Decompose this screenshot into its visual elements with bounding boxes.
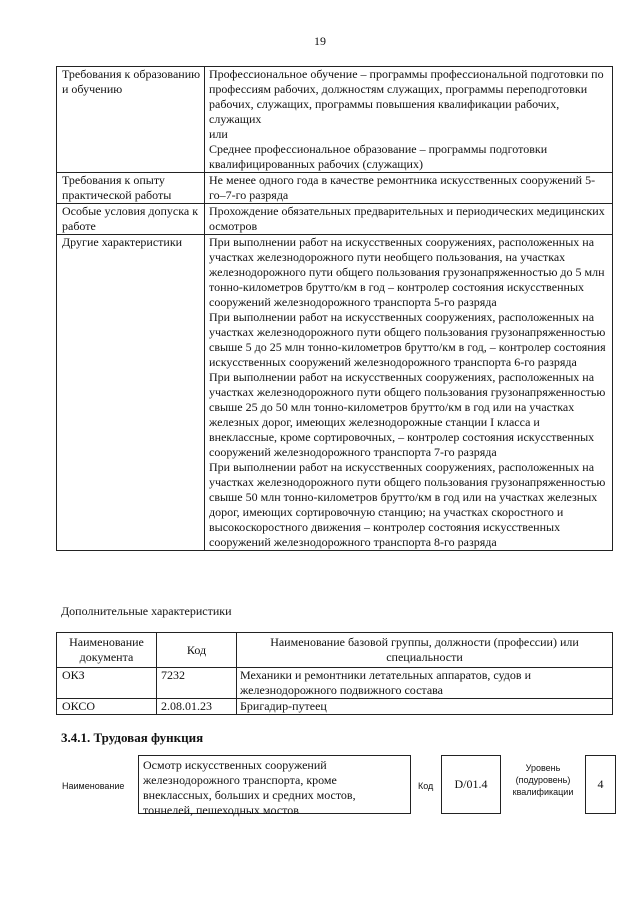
paragraph: Прохождение обязательных предварительных и периодических медицинских осмотров <box>209 204 605 233</box>
cell-name: Механики и ремонтники летательных аппаратов, судов и железнодорожного подвижного состава <box>237 668 613 699</box>
column-header: Код <box>157 633 237 668</box>
name-label: Наименование <box>62 781 125 791</box>
paragraph: Среднее профессиональное образование – программы подготовки квалифицированных рабочих (служащих) <box>209 142 548 171</box>
table-row <box>57 668 613 699</box>
row-content <box>205 173 613 204</box>
table-header-row <box>57 633 613 668</box>
row-content <box>205 204 613 235</box>
table-row <box>57 204 613 235</box>
row-label: Требования к опыту практической работы <box>57 173 205 204</box>
additional-title: Дополнительные характеристики <box>61 604 232 618</box>
paragraph: При выполнении работ на искусственных сооружениях, расположенных на участках железнодорожного пути необщего пользования, на участках железнодорожного пути общего пользования грузонапряженностью до 5 млн тонно-километров брутто/км в год – контролер состояния искусственных сооружений железнодорожного транспорта 5-го разряда <box>209 235 605 309</box>
row-content <box>205 235 613 551</box>
cell-code: 2.08.01.23 <box>157 699 237 715</box>
level-value: 4 <box>585 755 616 814</box>
table-row <box>57 699 613 715</box>
row-label: Другие характеристики <box>57 235 205 551</box>
column-header: Наименование документа <box>57 633 157 668</box>
cell-document: ОКЗ <box>57 668 157 699</box>
cell-document: ОКСО <box>57 699 157 715</box>
paragraph: Не менее одного года в качестве ремонтника искусственных сооружений 5-го–7-го разряда <box>209 173 596 202</box>
requirements-table <box>56 66 613 551</box>
row-label: Особые условия допуска к работе <box>57 204 205 235</box>
table-row <box>57 235 613 551</box>
code-label: Код <box>418 781 434 791</box>
paragraph: При выполнении работ на искусственных сооружениях, расположенных на участках железнодорожного пути общего пользования грузонапряженностью свыше 50 млн тонно-километров брутто/км в год или на участках железных дорог, имеющих сортировочную станцию; на участках скоростного и высокоскоростного движения – контролер состояния искусственных сооружений железнодорожного транспорта 8-го разряда <box>209 460 606 549</box>
paragraph: При выполнении работ на искусственных сооружениях, расположенных на участках железнодорожного пути общего пользования грузонапряженностью свыше 5 до 25 млн тонно-километров брутто/км в год, – контролер состояния искусственных сооружений железнодорожного транспорта 6-го разряда <box>209 310 606 369</box>
column-header: Наименование базовой группы, должности (профессии) или специальности <box>237 633 613 668</box>
page-number: 19 <box>314 34 326 48</box>
row-label: Требования к образованию и обучению <box>57 67 205 173</box>
table-row <box>57 173 613 204</box>
table-row <box>57 67 613 173</box>
cell-code: 7232 <box>157 668 237 699</box>
paragraph: Профессиональное обучение – программы профессиональной подготовки по профессиям рабочих, должностям служащих, программы переподготовки рабочих, служащих, программы повышения квалификации рабочих, служащих <box>209 67 604 126</box>
cell-name: Бригадир-путеец <box>237 699 613 715</box>
row-content <box>205 67 613 173</box>
function-code: D/01.4 <box>441 755 501 814</box>
paragraph: При выполнении работ на искусственных сооружениях, расположенных на участках железнодорожного пути общего пользования грузонапряженностью свыше 25 до 50 млн тонно-километров брутто/км в год или на участках железных дорог, имеющих железнодорожные станции I класса и внеклассные, кроме сортировочных, – контролер состояния искусственных сооружений железнодорожного транспорта 7-го разряда <box>209 370 606 459</box>
level-label: Уровень (подуровень) квалификации <box>512 763 574 797</box>
function-name: Осмотр искусственных сооружений железнодорожного транспорта, кроме внеклассных, больших и средних мостов, тоннелей, пешеходных мостов <box>138 755 411 814</box>
paragraph: или <box>209 127 228 141</box>
function-header <box>56 752 616 822</box>
additional-table <box>56 632 613 715</box>
section-title: 3.4.1. Трудовая функция <box>61 730 204 745</box>
